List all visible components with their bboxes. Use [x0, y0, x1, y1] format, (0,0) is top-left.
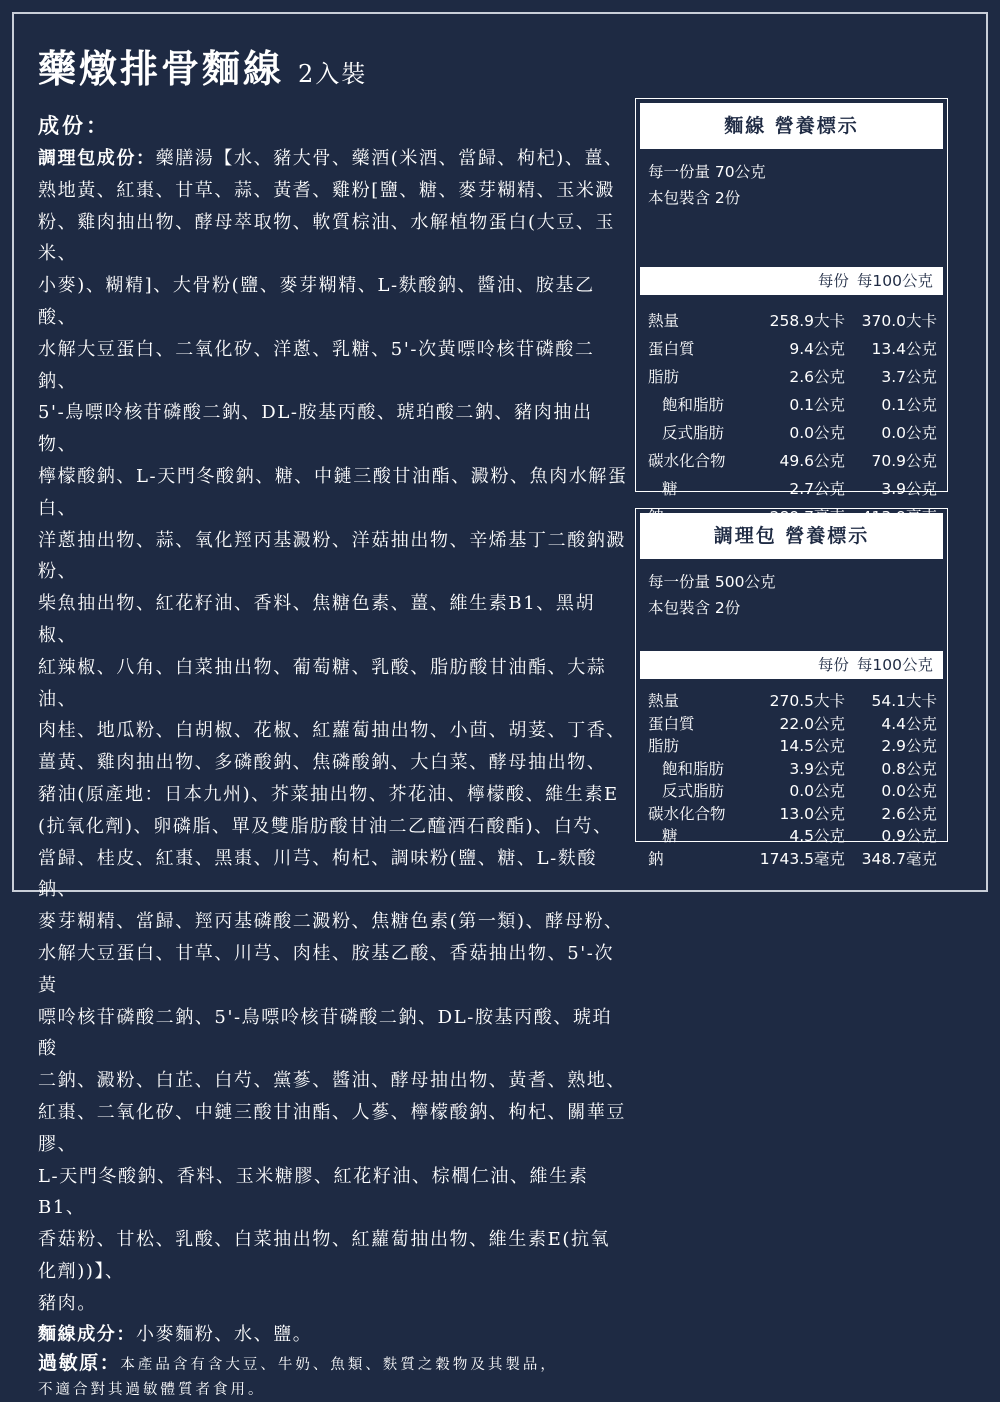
- seasoning-line: 嘌呤核苷磷酸二鈉、5'-鳥嘌呤核苷磷酸二鈉、DL-胺基丙酸、琥珀酸: [38, 1006, 613, 1060]
- nutrition-row: [636, 446, 947, 474]
- value-per-100g: 4.4公克: [881, 714, 937, 733]
- value-per-serving: 0.1公克: [789, 396, 845, 414]
- value-per-serving: 1743.5毫克: [759, 849, 845, 868]
- sauce-serving-size: 每一份量 500公克: [648, 573, 776, 591]
- value-per-100g: 70.9公克: [871, 452, 937, 470]
- nutrient-name: 蛋白質: [648, 714, 695, 733]
- value-per-serving: 22.0公克: [779, 714, 845, 733]
- value-per-serving: 13.0公克: [779, 804, 845, 823]
- nutrition-row: [636, 474, 947, 502]
- sauce-nutrition-rows: [636, 679, 947, 869]
- nutrition-row: [636, 334, 947, 362]
- seasoning-line: 豬肉。: [38, 1292, 97, 1314]
- value-per-serving: 9.4公克: [789, 340, 845, 358]
- nutrient-name: 碳水化合物: [648, 452, 726, 470]
- nutrient-name: 鈉: [648, 849, 664, 868]
- ingredients-heading: 成份：: [38, 113, 110, 138]
- nutrition-row: [636, 802, 947, 825]
- nutrition-row: [636, 757, 947, 780]
- product-name: 藥燉排骨麵線: [38, 46, 285, 91]
- value-per-100g: 13.4公克: [871, 340, 937, 358]
- noodle-col-per-100g: 每100公克: [856, 272, 933, 290]
- noodle-label: 麵線成分：: [38, 1324, 136, 1346]
- noodle-panel-title: 麵線 營養標示: [640, 103, 943, 149]
- nutrient-name: 反式脂肪: [662, 424, 725, 442]
- seasoning-text: [38, 148, 628, 1314]
- nutrition-row: [636, 847, 947, 870]
- seasoning-line: 肉桂、地瓜粉、白胡椒、花椒、紅蘿蔔抽出物、小茴、胡荽、丁香、: [38, 720, 626, 742]
- value-per-serving: 3.9公克: [789, 759, 845, 778]
- seasoning-line: 粉、雞肉抽出物、酵母萃取物、軟質棕油、水解植物蛋白(大豆、玉米、: [38, 211, 616, 265]
- nutrient-name: 反式脂肪: [662, 782, 725, 801]
- value-per-serving: 4.5公克: [789, 827, 845, 846]
- nutrition-row: [636, 824, 947, 847]
- noodle-serving-size: 每一份量 70公克: [648, 163, 766, 181]
- nutrition-row: [636, 306, 947, 334]
- seasoning-line: 豬油(原產地：日本九州)、芥菜抽出物、芥花油、檸檬酸、維生素E: [38, 783, 619, 805]
- nutrition-row: [636, 712, 947, 735]
- noodle-nutrition-rows: [636, 295, 947, 530]
- nutrient-name: 碳水化合物: [648, 804, 726, 823]
- value-per-serving: 258.9大卡: [769, 312, 845, 330]
- nutrient-name: 脂肪: [648, 737, 680, 756]
- nutrient-name: 熱量: [648, 312, 680, 330]
- allergen-line-1: 本產品含有含大豆、牛奶、魚類、麩質之穀物及其製品，: [120, 1357, 558, 1374]
- seasoning-line: (抗氧化劑)、卵磷脂、單及雙脂肪酸甘油二乙醯酒石酸酯)、白芍、: [38, 815, 613, 837]
- nutrition-row: [636, 418, 947, 446]
- value-per-100g: 370.0大卡: [861, 312, 937, 330]
- value-per-serving: 0.0公克: [789, 424, 845, 442]
- value-per-100g: 3.7公克: [881, 368, 937, 386]
- sauce-nutrition-panel: [635, 508, 948, 868]
- allergen-info: [38, 1351, 628, 1402]
- value-per-100g: 2.9公克: [881, 737, 937, 756]
- nutrition-row: [636, 734, 947, 757]
- value-per-serving: 270.5大卡: [769, 692, 845, 711]
- allergen-label: 過敏原：: [38, 1352, 121, 1375]
- noodle-nutrition-panel: [635, 98, 948, 498]
- noodle-ingredients: [38, 1319, 628, 1351]
- nutrient-name: 蛋白質: [648, 340, 695, 358]
- value-per-100g: 0.0公克: [881, 782, 937, 801]
- value-per-serving: 14.5公克: [779, 737, 845, 756]
- nutrition-row: [636, 362, 947, 390]
- seasoning-line: 水解大豆蛋白、二氧化矽、洋蔥、乳糖、5'-次黃嘌呤核苷磷酸二鈉、: [38, 338, 595, 392]
- allergen-line-2: 不適合對其過敏體質者食用。: [38, 1382, 266, 1399]
- nutrition-row: [636, 689, 947, 712]
- sauce-col-per-100g: 每100公克: [856, 656, 933, 674]
- seasoning-line: 水解大豆蛋白、甘草、川芎、肉桂、胺基乙酸、香菇抽出物、5'-次黃: [38, 942, 615, 996]
- noodle-col-per-serving: 每份: [817, 272, 849, 290]
- seasoning-line: 麥芽糊精、當歸、羥丙基磷酸二澱粉、焦糖色素(第一類)、酵母粉、: [38, 911, 624, 933]
- seasoning-label: 調理包成份：: [38, 148, 156, 169]
- seasoning-line: 薑黃、雞肉抽出物、多磷酸鈉、焦磷酸鈉、大白菜、酵母抽出物、: [38, 752, 607, 774]
- sauce-servings-per-pack: 本包裝含 2份: [648, 599, 741, 617]
- value-per-100g: 3.9公克: [881, 480, 937, 498]
- value-per-100g: 348.7毫克: [861, 849, 937, 868]
- value-per-serving: 49.6公克: [779, 452, 845, 470]
- seasoning-line: 藥膳湯【水、豬大骨、藥酒(米酒、當歸、枸杞)、薑、: [155, 148, 624, 169]
- seasoning-line: 香菇粉、甘松、乳酸、白菜抽出物、紅蘿蔔抽出物、維生素E(抗氧化劑))】、: [38, 1229, 611, 1282]
- seasoning-line: 小麥)、糊精]、大骨粉(鹽、麥芽糊精、L-麩酸鈉、醬油、胺基乙酸、: [38, 275, 595, 328]
- value-per-serving: 2.6公克: [789, 368, 845, 386]
- seasoning-line: L-天門冬酸鈉、香料、玉米糖膠、紅花籽油、棕櫚仁油、維生素B1、: [38, 1165, 589, 1219]
- nutrient-name: 飽和脂肪: [662, 396, 725, 414]
- value-per-100g: 2.6公克: [881, 804, 937, 823]
- noodle-servings-per-pack: 本包裝含 2份: [648, 189, 741, 207]
- nutrient-name: 脂肪: [648, 368, 680, 386]
- noodle-text: 小麥麵粉、水、鹽。: [136, 1324, 313, 1346]
- seasoning-ingredients: [38, 143, 628, 1319]
- sauce-col-per-serving: 每份: [817, 656, 849, 674]
- sauce-panel-title: 調理包 營養標示: [640, 513, 943, 559]
- seasoning-line: 紅棗、二氧化矽、中鏈三酸甘油酯、人蔘、檸檬酸鈉、枸杞、關華豆膠、: [38, 1101, 626, 1155]
- seasoning-line: 當歸、桂皮、紅棗、黑棗、川芎、枸杞、調味粉(鹽、糖、L-麩酸鈉、: [38, 847, 598, 901]
- seasoning-line: 5'-鳥嘌呤核苷磷酸二鈉、DL-胺基丙酸、琥珀酸二鈉、豬肉抽出物、: [38, 402, 593, 456]
- value-per-100g: 0.1公克: [881, 396, 937, 414]
- value-per-100g: 0.9公克: [881, 827, 937, 846]
- noodle-column-header: [640, 267, 943, 295]
- seasoning-line: 洋蔥抽出物、蒜、氧化羥丙基澱粉、洋菇抽出物、辛烯基丁二酸鈉澱粉、: [38, 529, 626, 583]
- nutrient-name: 熱量: [648, 692, 680, 711]
- value-per-serving: 2.7公克: [789, 480, 845, 498]
- product-title: [38, 38, 367, 93]
- nutrient-name: 糖: [662, 480, 678, 498]
- value-per-100g: 0.0公克: [881, 424, 937, 442]
- nutrition-row: [636, 390, 947, 418]
- pack-size: 2入裝: [298, 60, 368, 88]
- seasoning-line: 紅辣椒、八角、白菜抽出物、葡萄糖、乳酸、脂肪酸甘油酯、大蒜油、: [38, 656, 607, 710]
- nutrient-name: 糖: [662, 827, 678, 846]
- nutrient-name: 飽和脂肪: [662, 759, 725, 778]
- seasoning-line: 二鈉、澱粉、白芷、白芍、黨蔘、醬油、酵母抽出物、黃耆、熟地、: [38, 1070, 626, 1092]
- value-per-100g: 54.1大卡: [871, 692, 937, 711]
- seasoning-line: 柴魚抽出物、紅花籽油、香料、焦糖色素、薑、維生素B1、黑胡椒、: [38, 593, 596, 646]
- value-per-100g: 0.8公克: [881, 759, 937, 778]
- sauce-column-header: [640, 651, 943, 679]
- nutrition-row: [636, 779, 947, 802]
- ingredients-text: [38, 143, 628, 1402]
- seasoning-line: 熟地黃、紅棗、甘草、蒜、黃耆、雞粉[鹽、糖、麥芽糊精、玉米澱: [38, 179, 616, 201]
- value-per-serving: 0.0公克: [789, 782, 845, 801]
- seasoning-line: 檸檬酸鈉、L-天門冬酸鈉、糖、中鏈三酸甘油酯、澱粉、魚肉水解蛋白、: [38, 465, 628, 519]
